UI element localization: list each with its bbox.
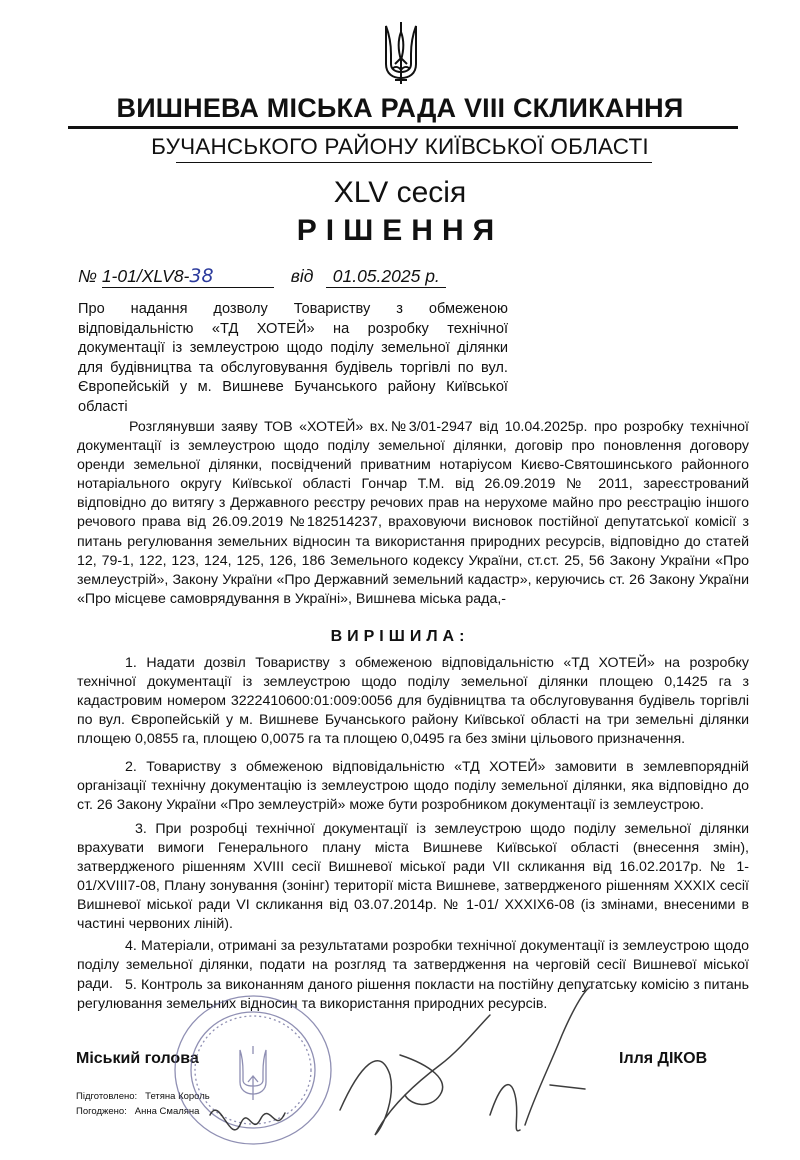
header-divider-thick [68, 126, 738, 129]
prepared-by-line [76, 1091, 210, 1102]
decision-number-line [78, 265, 446, 288]
prepared-by-label: Підготовлено: [76, 1091, 138, 1102]
decision-number [102, 265, 274, 288]
district-name: БУЧАНСЬКОГО РАЙОНУ КИЇВСЬКОЇ ОБЛАСТІ [151, 134, 649, 159]
session-label: XLV сесія [333, 176, 467, 209]
date-from-label: від [290, 266, 314, 286]
resolution-item-5: 5. Контроль за виконанням даного рішення покласти на постійну депутатську комісію з питань регулювання земельних відносин та використання природних ресурсів. [77, 977, 749, 1013]
decision-date: 01.05.2025 р. [326, 266, 446, 288]
resolved-heading: ВИРІШИЛА: [330, 628, 470, 645]
decision-subject: Про надання дозволу Товариству з обмеженою відповідальністю «ТД ХОТЕЙ» на розробку технічної документації із землеустрою щодо поділу земельної ділянки для будівництва та обслуговування будівель торгівлі по вул. Європейській у м. Вишневе Бучанського району Київської області [78, 301, 508, 415]
document-title: РІШЕННЯ [296, 214, 504, 247]
resolution-item-1: 1. Надати дозвіл Товариству з обмеженою відповідальністю «ТД ХОТЕЙ» на розробку технічної документації із землеустрою щодо поділу земельної ділянки площею 0,1425 га з кадастровим номером 3222410600:01:009:0056 для будівництва та обслуговування будівель торгівлі по вул. Європейській у м. Вишневе Бучанського району Київської області на три земельні ділянки площею 0,0855 га, площею 0,0075 га та площею 0,0495 га без зміни цільового призначення. [77, 655, 749, 748]
agreed-by-name: Анна Смаляна [134, 1106, 200, 1117]
prepared-by-name: Тетяна Король [145, 1091, 210, 1102]
decision-number-handwritten: 38 [189, 265, 214, 287]
council-name: ВИШНЕВА МІСЬКА РАДА VIII СКЛИКАННЯ [116, 93, 684, 123]
resolution-item-2: 2. Товариству з обмеженою відповідальністю «ТД ХОТЕЙ» замовити в землевпорядній організації технічну документацію із землеустрою щодо поділу земельної ділянки, яка відповідно до ст. 26 Закону України «Про землеустрій» може бути розробником документації із землеустрою. [77, 759, 749, 814]
agreed-by-label: Погоджено: [76, 1106, 127, 1117]
header-divider-thin [176, 162, 652, 163]
preamble-paragraph: Розглянувши заяву ТОВ «ХОТЕЙ» вх.№3/01-2947 від 10.04.2025р. про розробку технічної документації із землеустрою щодо поділу земельної ділянки, договір про поновлення договору оренди земельної ділянки, посвідчений приватним нотаріусом Києво-Святошинського районного нотаріального округу Київської області Гончар Т.М. від 26.09.2019 № 2011, зареєстрований відповідно до витягу з Державного реєстру речових прав на нерухоме майно про реєстрацію іншого речового права від 26.09.2019 №182514237, враховуючи висновок постійної депутатської комісії з питань регулювання земельних відносин та використання природних ресурсів, відповідно до статей 12, 79-1, 122, 123, 124, 125, 126, 186 Земельного кодексу України, ст.ст. 25, 56 Закону України «Про землеустрій», Закону України «Про Державний земельний кадастр», керуючись ст. 26 Закону України «Про місцеве самоврядування в Україні», Вишнева міська рада,- [77, 419, 749, 607]
signatory-name: Ілля ДІКОВ [619, 1050, 708, 1067]
trident-emblem-icon [381, 20, 421, 86]
number-sign: № [78, 266, 97, 286]
signatory-position: Міський голова [76, 1050, 199, 1067]
resolution-item-4: 4. Матеріали, отримані за результатами розробки технічної документації із землеустрою щодо поділу земельної ділянки, подати на розгляд та затвердження на черговій сесії Вишневої міської ради. [77, 938, 749, 993]
decision-number-prefix: 1-01/XLV8- [101, 266, 190, 286]
resolution-item-3: 3. При розробці технічної документації із землеустрою щодо поділу земельної ділянки врахувати вимоги Генерального плану міста Вишневе Київської області (внесення змін), затвердженого рішенням XVIII сесії Вишневої міської ради VII скликання від 16.02.2017р. № 1-01/XVIII7-08, Плану зонування (зонінг) території міста Вишневе, затвердженого рішенням XXXIX сесії Вишневої міської ради VI скликання від 03.07.2014р. № 1-01/ XXXIX6-08 (із змінами, внесеними в частині червоних ліній). [77, 821, 749, 933]
agreed-by-line [76, 1106, 199, 1117]
